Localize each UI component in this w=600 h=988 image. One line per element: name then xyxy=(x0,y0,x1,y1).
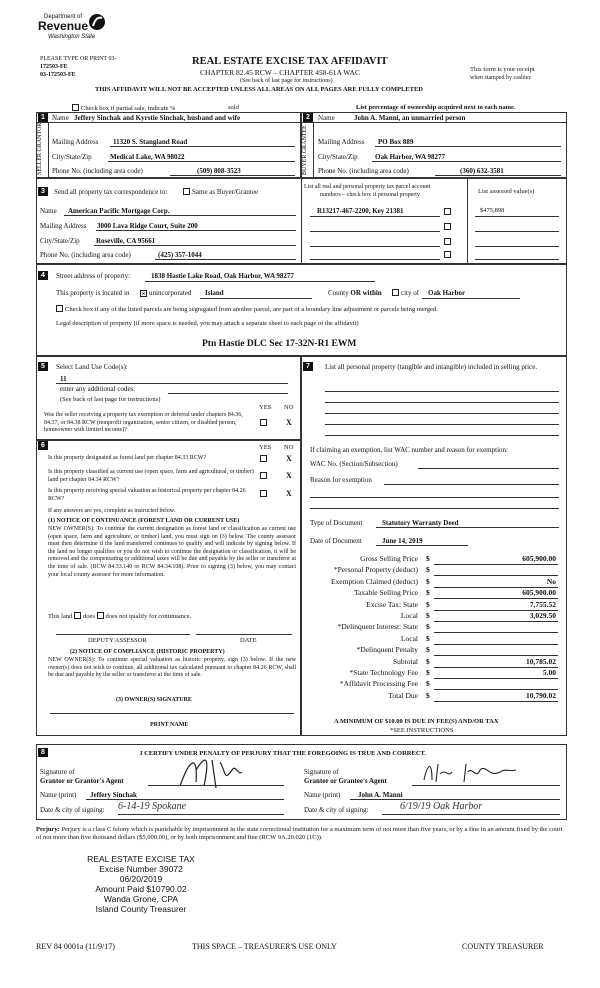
doc-date[interactable]: June 14, 2019 xyxy=(382,537,423,545)
grantor-name[interactable]: Jeffery Sinchak xyxy=(90,791,137,799)
receipt-note-2: when stamped by cashier. xyxy=(470,75,532,81)
tax-row-label: *Affidavit Processing Fee xyxy=(339,679,418,689)
treasurer-use-only: THIS SPACE – TREASURER'S USE ONLY xyxy=(192,942,337,951)
parcel-number[interactable]: R13217-467-2200, Key 21381 xyxy=(317,207,404,215)
doc-date-label: Date of Document xyxy=(310,537,362,545)
s5-yes-checkbox[interactable] xyxy=(260,419,267,426)
tax-row-dollar: $ xyxy=(426,679,430,689)
wac-label: WAC No. (Section/Subsection) xyxy=(310,460,398,468)
parcel-header-2: numbers – check box if personal property xyxy=(320,192,420,198)
assessed-header: List assessed value(s) xyxy=(478,188,535,195)
seller-mailing-label: Mailing Address xyxy=(52,138,99,146)
parcel-personal-checkbox-3[interactable] xyxy=(444,238,451,245)
tax-row-label: Total Due xyxy=(388,690,418,700)
s6-no-header: NO xyxy=(284,444,294,451)
forest-land-question: Is this property designated as forest land per chapter 84.33 RCW? xyxy=(48,455,207,461)
tax-row-dollar: $ xyxy=(426,611,430,620)
stamp-excise-number: Excise Number 39072 xyxy=(99,864,183,874)
current-use-yes-checkbox[interactable] xyxy=(260,472,267,479)
grantee-name[interactable]: John A. Manni xyxy=(358,791,403,799)
s3-phone[interactable]: (425) 357-1044 xyxy=(158,251,202,259)
section-1-number: 1 xyxy=(38,113,48,122)
parcel-personal-checkbox-1[interactable] xyxy=(444,208,451,215)
s3-phone-label: Phone No. (including area code) xyxy=(40,251,131,259)
notice-2-text: NEW OWNER(S): To continue special valuation as historic property, sign (3) below. If the new owner(s) does not wish to continue, all additional tax calculated pursuant to chapter 84.26 RCW, shall be due and payable by the seller or transferor at the time of sale. xyxy=(48,657,296,679)
legal-description[interactable]: Ptn Hastie DLC Sec 17-32N-R1 EWM xyxy=(202,339,357,349)
grantee-name-label: Name (print) xyxy=(304,791,341,799)
page-title: REAL ESTATE EXCISE TAX AFFIDAVIT xyxy=(192,56,388,67)
tax-row-dollar: $ xyxy=(426,645,430,655)
unincorporated-checkbox[interactable]: × xyxy=(141,290,146,298)
grantee-date-label: Date & city of signing: xyxy=(304,806,369,814)
tax-row-dollar: $ xyxy=(426,633,430,643)
same-as-buyer: Same as Buyer/Grantee xyxy=(183,188,258,196)
tax-row-label: Gross Selling Price xyxy=(360,554,418,563)
personal-property-label: List all personal property (tangible and intangible) included in selling price. xyxy=(325,363,538,371)
tax-row-value[interactable]: 3,029.50 xyxy=(529,611,556,620)
tax-row-label: Taxable Selling Price xyxy=(353,588,418,598)
buyer-side-label: BUYER GRANTEE xyxy=(302,125,308,175)
exemption-claim-label: If claiming an exemption, list WAC number and reason for exemption: xyxy=(310,446,508,454)
historical-question: Is this property receiving special valuation as historical property per chapter 84.26 RCW? xyxy=(48,488,246,502)
partial-sale-checkbox[interactable] xyxy=(72,104,79,111)
treasurer-stamp xyxy=(76,854,206,914)
page-subtitle: CHAPTER 82.45 RCW – CHAPTER 458-61A WAC xyxy=(200,68,360,77)
tax-row-value[interactable]: 5.00 xyxy=(542,668,556,677)
additional-codes-label: enter any additional codes: xyxy=(60,385,136,393)
s3-name-label: Name xyxy=(40,207,57,215)
forest-no-answer[interactable]: X xyxy=(286,454,292,463)
tax-row-value[interactable]: 7,755.52 xyxy=(529,599,556,609)
tax-row-value[interactable]: 10,790.02 xyxy=(526,690,556,700)
tax-row-dollar: $ xyxy=(426,622,430,632)
tax-row-label: Local xyxy=(400,611,418,620)
tax-row-underline xyxy=(434,667,558,668)
section-7-number: 7 xyxy=(303,362,313,371)
does-checkbox[interactable] xyxy=(74,612,81,619)
buyer-phone-label: Phone No. (including area code) xyxy=(318,167,409,175)
land-use-label: Select Land Use Code(s): xyxy=(56,363,128,371)
form-revision: REV 84 0001a (11/9/17) xyxy=(36,942,115,951)
city-of-checkbox[interactable] xyxy=(392,289,399,296)
tax-row-underline xyxy=(434,621,558,622)
tax-row-label: Excise Tax: State xyxy=(366,599,418,609)
perjury-label: Perjury: xyxy=(36,826,60,833)
legal-description-label: Legal description of property (if more space is needed, you may attach a separate sheet to each page of the affidavit) xyxy=(56,320,359,327)
s3-mailing-label: Mailing Address xyxy=(40,222,87,230)
seller-name-label: Name xyxy=(52,114,69,122)
tax-row-underline xyxy=(434,632,558,633)
tax-row-label: Local xyxy=(400,633,418,643)
s3-city[interactable]: Roseville, CA 95661 xyxy=(96,237,156,245)
grantee-date-city[interactable]: 6/19/19 Oak Harbor xyxy=(400,801,483,812)
deputy-assessor-label: DEPUTY ASSESSOR xyxy=(88,637,147,644)
notice-1-title: (1) NOTICE OF CONTINUANCE (FOREST LAND OR CURRENT USE) xyxy=(48,518,240,524)
logo-name: Revenue xyxy=(38,19,89,33)
parcel-personal-checkbox-2[interactable] xyxy=(444,223,451,230)
seller-name[interactable]: Jeffery Sinchak and Kyrstie Sinchak, husband and wife xyxy=(74,114,241,122)
does-not-checkbox[interactable] xyxy=(97,612,104,619)
tax-row-underline xyxy=(434,564,558,565)
assessed-value[interactable]: $475,898 xyxy=(480,207,505,214)
owner-signature-label: (3) OWNER(S) SIGNATURE xyxy=(116,697,192,703)
tax-row-value[interactable]: 605,900.00 xyxy=(522,554,556,563)
doc-type-label: Type of Document xyxy=(310,519,363,527)
land-use-code[interactable]: 11 xyxy=(60,375,67,383)
stamp-date: 06/20/2019 xyxy=(119,874,163,884)
same-as-buyer-checkbox[interactable] xyxy=(183,188,190,195)
form-code-2: 03-172503-FE xyxy=(40,72,76,78)
county-name[interactable]: Island xyxy=(205,289,224,297)
exemption-question: Was the seller receiving a property tax exemption or deferral under chapters 84.36, 84.37, or 84.38 RCW (nonprofit organization, senior citizen, or disabled person, homeowner with limited income)? xyxy=(44,412,243,433)
section-8-number: 8 xyxy=(38,748,48,757)
print-name-label: PRINT NAME xyxy=(150,722,189,728)
grantee-agent-label: Grantee or Grantee's Agent xyxy=(304,777,387,785)
city-name[interactable]: Oak Harbor xyxy=(428,289,466,297)
seller-mailing[interactable]: 11320 S. Stangland Road xyxy=(113,138,188,146)
land-qualify-row: This land does does not qualify for continuance. xyxy=(48,613,192,620)
tax-row-label: *Personal Property (deduct) xyxy=(333,565,418,575)
seller-side-label: SELLER GRANTOR xyxy=(37,122,43,175)
county-treasurer-label: COUNTY TREASURER xyxy=(462,942,544,951)
tax-row-label: *Delinquent Interest: State xyxy=(337,622,418,632)
perjury-note: Perjury: Perjury is a class C felony which is punishable by imprisonment in the state correctional institution for a maximum term of not more than five years, or by a fine in an amount fixed by the court of not more than five thousand dollars ($5,000.00), or by both imprisonment and fine (RCW 9A.20.020 (1C)). xyxy=(36,826,563,841)
tax-row-dollar: $ xyxy=(426,588,430,598)
buyer-mailing-label: Mailing Address xyxy=(318,138,365,146)
current-use-question: Is this property classified as current use (open space, farm and agricultural, or timber) land per chapter 84.34 RCW? xyxy=(48,469,254,483)
tax-row-underline xyxy=(434,575,558,576)
current-use-no-answer[interactable]: X xyxy=(286,471,292,480)
section-6-box xyxy=(36,440,301,736)
tax-row-value[interactable]: 605,900.00 xyxy=(522,588,556,598)
tax-row-label: Subtotal xyxy=(392,656,418,666)
minimum-fee-note: A MINIMUM OF $10.00 IS DUE IN FEE(S) AND/OR TAX xyxy=(334,718,499,725)
see-instructions-note: *SEE INSTRUCTIONS xyxy=(390,727,454,734)
buyer-city-label: City/State/Zip xyxy=(318,153,358,161)
section-6-number: 6 xyxy=(38,441,48,450)
segregated-row: Check box if any of the listed parcels are being segregated from another parcel, are part of a boundary line adjustment or parcels being merged. xyxy=(56,305,438,313)
or-within: OR within xyxy=(350,289,382,297)
grantor-sig-of: Signature of xyxy=(40,768,75,776)
grantor-signature xyxy=(176,752,246,792)
send-correspondence-label: Send all property tax correspondence to: xyxy=(54,188,168,196)
buyer-name-label: Name xyxy=(318,114,335,122)
tax-row-label: *Delinquent Penalty xyxy=(356,645,418,655)
form-code-1: 172503-FE xyxy=(40,64,68,70)
tax-row-dollar: $ xyxy=(426,668,430,677)
stamp-treasurer-name: Wanda Grone, CPA xyxy=(103,894,179,904)
tax-row-dollar: $ xyxy=(426,690,430,700)
s5-no-header: NO xyxy=(284,404,294,411)
tax-row-dollar: $ xyxy=(426,576,430,586)
s5-yes-header: YES xyxy=(259,404,272,411)
tax-row-value[interactable]: 10,785.02 xyxy=(526,656,556,666)
grantor-date-city[interactable]: 6-14-19 Spokane xyxy=(118,801,187,812)
tax-row-dollar: $ xyxy=(426,565,430,575)
date-label: DATE xyxy=(240,637,257,644)
buyer-phone[interactable]: (360) 632-3581 xyxy=(460,167,504,175)
s6-yes-header: YES xyxy=(259,444,272,451)
stamp-line-1: REAL ESTATE EXCISE TAX xyxy=(87,854,195,864)
historical-no-answer[interactable]: X xyxy=(286,489,292,498)
city-of-option: city of xyxy=(392,289,419,297)
forest-yes-checkbox[interactable] xyxy=(260,455,267,462)
notice-2-title: (2) NOTICE OF COMPLIANCE (HISTORIC PROPERTY) xyxy=(70,649,225,655)
stamp-treasurer-title: Island County Treasurer xyxy=(95,904,187,914)
grantee-sig-of: Signature of xyxy=(304,768,339,776)
stamp-amount-paid: Amount Paid $10790.02 xyxy=(95,884,187,894)
grantor-agent-label: Grantor or Grantor's Agent xyxy=(40,777,124,785)
segregated-checkbox[interactable] xyxy=(56,305,63,312)
historical-yes-checkbox[interactable] xyxy=(260,490,267,497)
street-address[interactable]: 1838 Hastie Lake Road, Oak Harbor, WA 98277 xyxy=(151,272,294,280)
tax-row-underline xyxy=(434,678,558,679)
section-5-number: 5 xyxy=(38,362,48,371)
tax-row-dollar: $ xyxy=(426,599,430,609)
revenue-logo xyxy=(38,12,100,52)
sold-label: sold xyxy=(228,104,239,111)
grantee-signature xyxy=(420,758,520,786)
section-4-number: 4 xyxy=(38,271,48,280)
partial-sale-row: Check box if partial sale, indicate % xyxy=(72,104,175,112)
buyer-city[interactable]: Oak Harbor, WA 98277 xyxy=(375,153,446,161)
s5-no-answer[interactable]: X xyxy=(286,418,292,427)
tax-row-label: Exemption Claimed (deduct) xyxy=(330,576,418,586)
parcel-personal-checkbox-4[interactable] xyxy=(444,251,451,258)
county-label: County OR within xyxy=(328,289,382,297)
unincorporated-option: × unincorporated xyxy=(141,289,192,298)
please-type: PLEASE TYPE OR PRINT 03- xyxy=(40,56,117,62)
parcel-header-1: List all real and personal property tax parcel account xyxy=(304,184,431,190)
notice-1-text: NEW OWNER(S): To continue the current designation as forest land or classification as current use (open space, farm and agriculture, or timber) land, you must sign on (3) below. The county assessor must then determine if the land transferred continues to qualify and will indicate by signing below. If the land no longer qualifies or you do not wish to continue the designation or classification, it will be removed and the compensating or additional taxes will be due and payable by the seller or transferor at the time of sale. (RCW 84.33.140 or RCW 84.34.108). Prior to signing (3) below, you may contact your local county assessor for more information. xyxy=(48,526,296,578)
see-back-note: (See back of last page for instructions) xyxy=(240,78,333,84)
logo-dept: Department of xyxy=(44,14,83,20)
s3-mailing[interactable]: 3000 Lava Ridge Court, Suite 200 xyxy=(97,222,198,230)
buyer-mailing[interactable]: PO Box 889 xyxy=(378,138,414,146)
street-label: Street address of property: xyxy=(56,272,131,280)
tax-row-dollar: $ xyxy=(426,656,430,666)
grantor-date-label: Date & city of signing: xyxy=(40,806,105,814)
section-2-number: 2 xyxy=(303,113,313,122)
tax-row-underline xyxy=(434,644,558,645)
buyer-name[interactable]: John A. Manni, an unmarried person xyxy=(354,114,466,122)
tax-row-dollar: $ xyxy=(426,554,430,563)
certify-statement: I CERTIFY UNDER PENALTY OF PERJURY THAT THE FOREGOING IS TRUE AND CORRECT. xyxy=(140,750,427,757)
section-3-number: 3 xyxy=(38,187,48,196)
s3-city-label: City/State/Zip xyxy=(40,237,80,245)
seller-phone[interactable]: (509) 808-3523 xyxy=(197,167,241,175)
warning-banner: THIS AFFIDAVIT WILL NOT BE ACCEPTED UNLESS ALL AREAS ON ALL PAGES ARE FULLY COMPLETED xyxy=(95,86,423,93)
reason-label: Reason for exemption xyxy=(310,476,372,484)
seller-phone-label: Phone No. (including area code) xyxy=(52,167,143,175)
receipt-note-1: This form is your receipt xyxy=(470,66,535,73)
tax-row-label: *State Technology Fee xyxy=(349,668,418,677)
if-yes-note: If any answers are yes, complete as instructed below. xyxy=(48,508,176,514)
located-label: This property is located in xyxy=(56,289,130,297)
seller-city[interactable]: Medical Lake, WA 98022 xyxy=(110,153,185,161)
doc-type[interactable]: Statutory Warranty Deed xyxy=(382,519,459,527)
s3-name[interactable]: American Pacific Mortgage Corp. xyxy=(68,207,170,215)
s5-see-back: (See back of last page for instructions) xyxy=(60,396,161,403)
tax-row-underline xyxy=(434,701,558,702)
logo-swirl-icon xyxy=(88,12,106,32)
tax-row-value[interactable]: No xyxy=(546,576,556,586)
grantor-name-label: Name (print) xyxy=(40,791,77,799)
ownership-note: List percentage of ownership acquired next to each name. xyxy=(356,104,516,111)
seller-city-label: City/State/Zip xyxy=(52,153,92,161)
logo-state: Washington State xyxy=(48,34,96,40)
